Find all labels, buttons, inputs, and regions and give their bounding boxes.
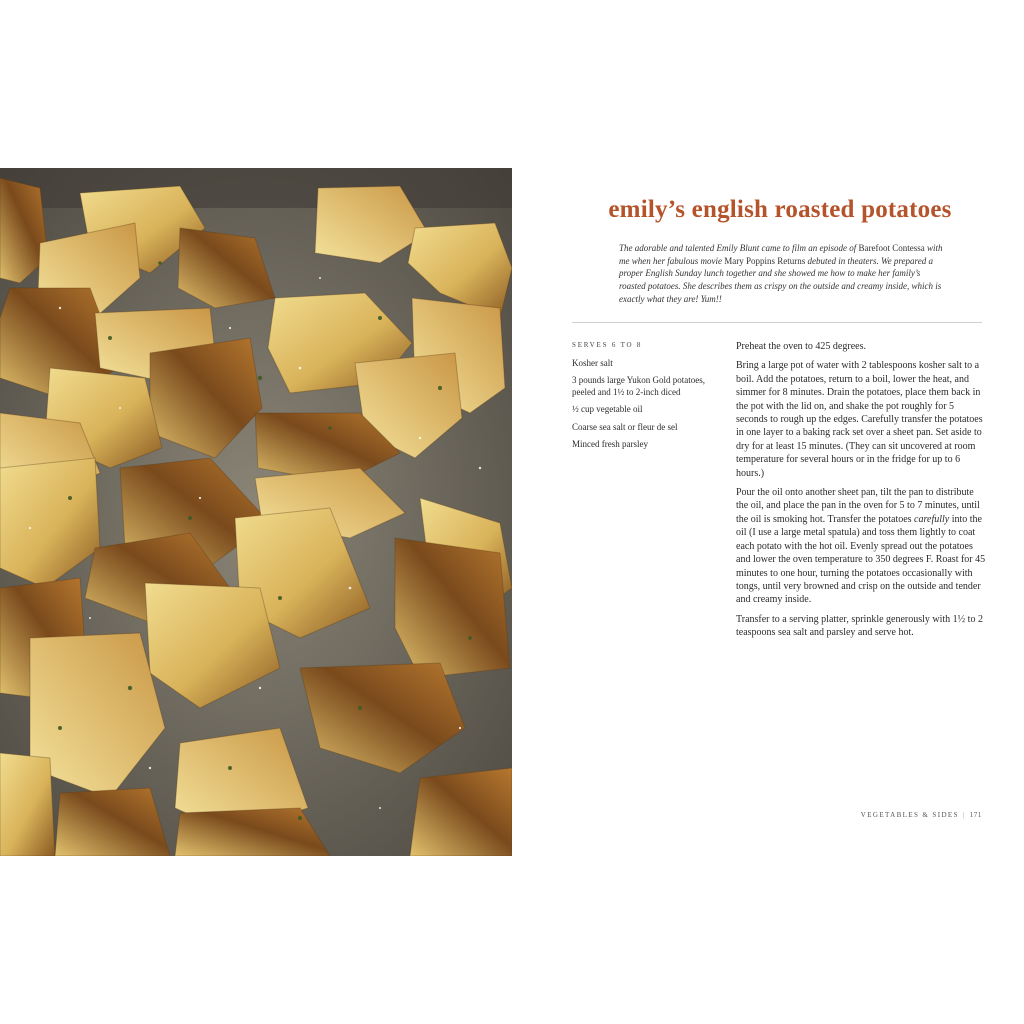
intro-text-1: The adorable and talented Emily Blunt came to film an episode of <box>619 243 859 253</box>
roasted-potatoes-photo <box>0 168 512 856</box>
recipe-intro <box>619 242 949 306</box>
method-step-1: Preheat the oven to 425 degrees. <box>736 341 866 352</box>
serves-label: SERVES 6 TO 8 <box>572 341 643 349</box>
method-step-3-text-b: into the oil (I use a large metal spatula) and toss them lightly to coat each potato with the hot oil. Evenly spread out the potatoes and lower the oven temperature to 350 degrees F. Roast for 45 minutes to one hour, turning the potatoes occasionally with tongs, until very browned and crisp on the outside and tender and creamy inside. <box>736 513 986 606</box>
ingredient-item: Kosher salt <box>572 357 613 368</box>
method-step-2: Bring a large pot of water with 2 tablespoons kosher salt to a boil. Add the potatoes, return to a boil, lower the heat, and simmer for 8 minutes. Drain the potatoes, place them back in the pot with the lid on, and shake the pot roughly for 5 seconds to rough up the edges. Carefully transfer the potatoes in one layer to a baking rack set over a sheet pan. Set aside to dry for at least 15 minutes. (They can sit uncovered at room temperature for several hours or in the fridge for up to 6 hours.) <box>736 360 983 479</box>
section-divider <box>572 322 982 323</box>
footer-section-name: VEGETABLES & SIDES <box>860 811 959 819</box>
page-footer <box>861 811 982 819</box>
ingredient-item: Coarse sea salt or fleur de sel <box>572 421 678 432</box>
method-step-3 <box>736 486 986 607</box>
ingredient-item: Minced fresh parsley <box>572 439 648 449</box>
ingredient-item: 3 pounds large Yukon Gold potatoes, peeled and 1½ to 2-inch diced <box>572 375 705 397</box>
intro-movie-name: Mary Poppins Returns <box>724 255 806 266</box>
footer-separator: | <box>962 811 966 819</box>
method-step-3-text-a: Pour the oil onto another sheet pan, tilt the pan to distribute the oil, and place the pan in the oven for 5 to 7 minutes, until the oil is smoking hot. Transfer the potatoes <box>736 487 980 525</box>
recipe-title: emily’s english roasted potatoes <box>608 196 952 223</box>
page-number: 171 <box>969 811 982 819</box>
intro-text-2: with me when her fabulous movie <box>619 243 943 266</box>
method-step-4: Transfer to a serving platter, sprinkle generously with 1½ to 2 teaspoons sea salt and parsley and serve hot. <box>736 613 983 639</box>
potatoes-illustration <box>0 168 512 856</box>
method-step-3-emphasis: carefully <box>914 513 950 525</box>
recipe-method <box>736 340 986 646</box>
ingredient-item: ½ cup vegetable oil <box>572 404 643 414</box>
intro-show-name: Barefoot Contessa <box>858 243 925 253</box>
ingredients-list <box>572 340 712 457</box>
intro-text-3: debuted in theaters. We prepared a proper English Sunday lunch together and she showed me how to make her family’s roasted potatoes. She describes them as crispy on the outside and creamy inside, which is exactly what they are! Yum!! <box>619 255 942 304</box>
